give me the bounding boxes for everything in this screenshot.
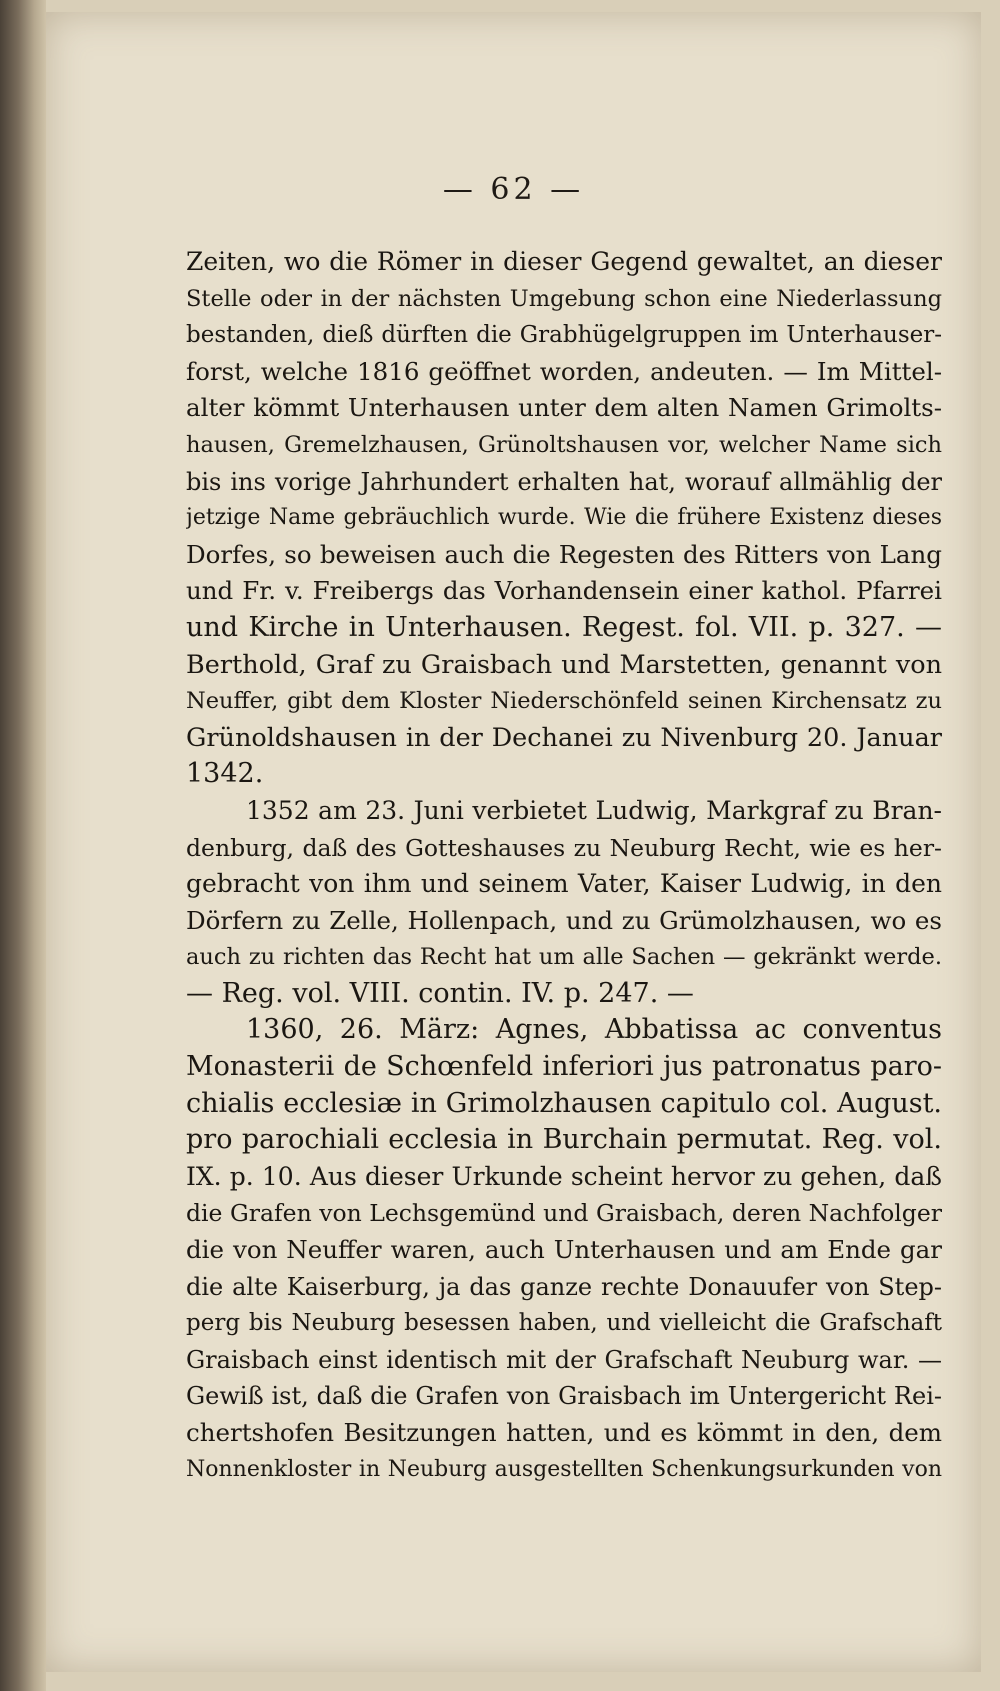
text-line: die von Neuffer waren, auch Unterhausen und am Ende gar xyxy=(186,1235,942,1265)
text-line: chialis ecclesiæ in Grimolzhausen capitulo col. August. xyxy=(186,1087,942,1119)
text-line: Neuffer, gibt dem Kloster Niederschönfeld seinen Kirchensatz zu xyxy=(186,688,942,715)
text-line: bestanden, dieß dürften die Grabhügelgruppen im Unterhauser- xyxy=(186,322,942,349)
text-line: perg bis Neuburg besessen haben, und vielleicht die Grafschaft xyxy=(186,1310,942,1337)
text-line: Grünoldshausen in der Dechanei zu Nivenburg 20. Januar xyxy=(186,722,942,753)
text-line: denburg, daß des Gotteshauses zu Neuburg Recht, wie es her- xyxy=(186,833,942,862)
page-number: — 62 — xyxy=(442,172,585,207)
text-line: IX. p. 10. Aus dieser Urkunde scheint hervor zu gehen, daß xyxy=(186,1161,942,1191)
text-line: auch zu richten das Recht hat um alle Sachen — gekränkt werde. xyxy=(186,944,942,971)
text-line: Monasterii de Schœnfeld inferiori jus patronatus paro- xyxy=(186,1051,942,1083)
text-line: Stelle oder in der nächsten Umgebung schon eine Niederlassung xyxy=(186,285,942,312)
text-line: Graisbach einst identisch mit der Grafschaft Neuburg war. — xyxy=(186,1345,942,1374)
text-line: und Kirche in Unterhausen. Regest. fol. VII. p. 327. — xyxy=(186,611,942,643)
text-line: Zeiten, wo die Römer in dieser Gegend gewaltet, an dieser xyxy=(186,247,942,276)
text-line: 1360, 26. März: Agnes, Abbatissa ac conventus xyxy=(246,1014,942,1046)
text-line: bis ins vorige Jahrhundert erhalten hat, worauf allmählig der xyxy=(186,467,942,496)
text-line: chertshofen Besitzungen hatten, und es kömmt in den, dem xyxy=(186,1418,942,1447)
text-line: alter kömmt Unterhausen unter dem alten Namen Grimolts- xyxy=(186,393,942,423)
text-line: jetzige Name gebräuchlich wurde. Wie die frühere Existenz dieses xyxy=(186,505,942,531)
text-line: forst, welche 1816 geöffnet worden, andeuten. — Im Mittel- xyxy=(186,356,942,386)
text-line: die Grafen von Lechsgemünd und Graisbach, deren Nachfolger xyxy=(186,1199,942,1228)
text-line: die alte Kaiserburg, ja das ganze rechte Donauufer von Step- xyxy=(186,1272,942,1301)
body-text xyxy=(186,244,942,1488)
book-spine xyxy=(0,0,46,1691)
text-line: und Fr. v. Freibergs das Vorhandensein einer kathol. Pfarrei xyxy=(186,576,942,606)
text-line: 1342. xyxy=(186,758,264,790)
text-line: 1352 am 23. Juni verbietet Ludwig, Markgraf zu Bran- xyxy=(246,795,942,825)
text-line: pro parochiali ecclesia in Burchain permutat. Reg. vol. xyxy=(186,1124,942,1156)
text-line: — Reg. vol. VIII. contin. IV. p. 247. — xyxy=(186,977,694,1009)
text-line: Gewiß ist, daß die Grafen von Graisbach im Untergericht Rei- xyxy=(186,1382,942,1411)
text-line: gebracht von ihm und seinem Vater, Kaiser Ludwig, in den xyxy=(186,869,942,899)
text-line: hausen, Gremelzhausen, Grünoltshausen vor, welcher Name sich xyxy=(186,431,942,458)
text-line: Dörfern zu Zelle, Hollenpach, und zu Grümolzhausen, wo es xyxy=(186,905,942,935)
text-line: Dorfes, so beweisen auch die Regesten des Ritters von Lang xyxy=(186,539,942,569)
text-line: Berthold, Graf zu Graisbach und Marstetten, genannt von xyxy=(186,649,942,680)
text-line: Nonnenkloster in Neuburg ausgestellten Schenkungsurkunden von xyxy=(186,1456,942,1482)
